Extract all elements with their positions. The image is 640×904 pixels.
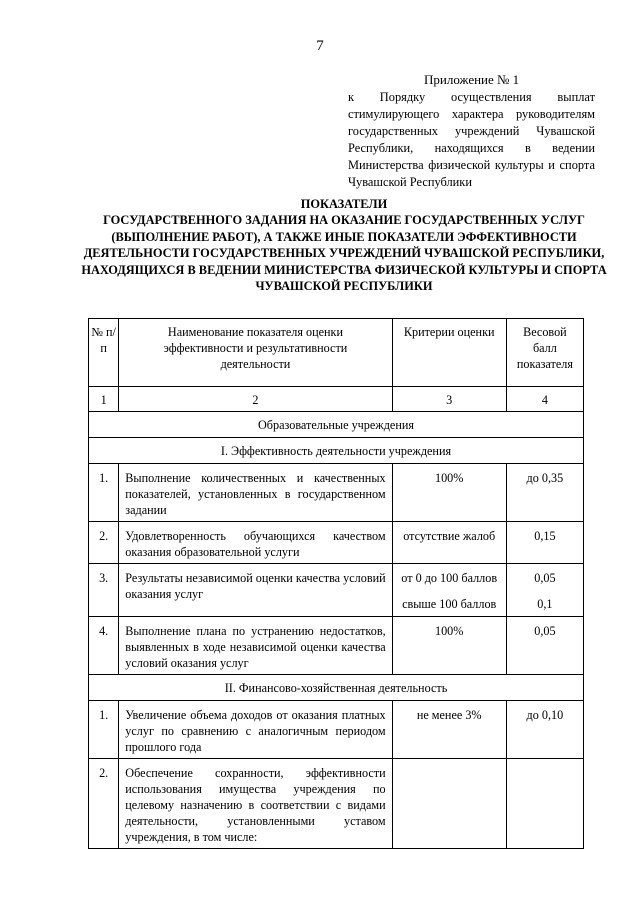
row-name: Удовлетворенность обучающихся качеством оказания образовательной услуги xyxy=(119,522,392,564)
heading-line-1: ПОКАЗАТЕЛИ xyxy=(300,197,388,211)
row-name: Результаты независимой оценки качества условий оказания услуг xyxy=(119,564,392,617)
row-name: Выполнение плана по устранению недостатков, выявленных в ходе независимой оценки качества условий оказания услуг xyxy=(119,617,392,675)
group-title: Образовательные учреждения xyxy=(89,412,584,438)
row-weight xyxy=(506,564,583,617)
criteria-option-a: от 0 до 100 баллов xyxy=(401,571,498,585)
section-2-title: II. Финансово-хозяйственная деятельность xyxy=(89,675,584,701)
page-number: 7 xyxy=(316,38,324,54)
header-criteria: Критерии оценки xyxy=(392,319,506,387)
table-row xyxy=(89,522,584,564)
row-weight: до 0,10 xyxy=(506,701,583,759)
column-index-row xyxy=(89,387,584,412)
header-weight: Весовой балл показателя xyxy=(506,319,583,387)
row-num: 2. xyxy=(89,522,119,564)
table-header-row xyxy=(89,319,584,387)
col-index-2: 2 xyxy=(119,387,392,412)
row-num: 1. xyxy=(89,464,119,522)
row-num: 3. xyxy=(89,564,119,617)
row-criteria: 100% xyxy=(392,617,506,675)
row-weight: 0,15 xyxy=(506,522,583,564)
row-criteria xyxy=(392,564,506,617)
row-name: Увеличение объема доходов от оказания платных услуг по сравнению с аналогичным периодом прошлого года xyxy=(119,701,392,759)
section-row xyxy=(89,675,584,701)
row-criteria xyxy=(392,759,506,849)
table-row xyxy=(89,564,584,617)
group-row xyxy=(89,412,584,438)
table-row xyxy=(89,617,584,675)
section-1-title: I. Эффективность деятельности учреждения xyxy=(89,438,584,464)
row-num: 1. xyxy=(89,701,119,759)
row-name: Выполнение количественных и качественных показателей, установленных в государственном задании xyxy=(119,464,392,522)
row-name: Обеспечение сохранности, эффективности использования имущества учреждения по целевому назначению в соответствии с видами деятельности, установленными уставом учреждения, в том числе: xyxy=(119,759,392,849)
table-row xyxy=(89,759,584,849)
table-row xyxy=(89,464,584,522)
weight-option-b: 0,1 xyxy=(537,597,553,611)
row-criteria: отсутствие жалоб xyxy=(392,522,506,564)
header-num: № п/п xyxy=(89,319,119,387)
row-weight: до 0,35 xyxy=(506,464,583,522)
row-num: 2. xyxy=(89,759,119,849)
col-index-4: 4 xyxy=(506,387,583,412)
appendix-title: Приложение № 1 xyxy=(424,72,520,87)
row-weight: 0,05 xyxy=(506,617,583,675)
row-criteria: 100% xyxy=(392,464,506,522)
criteria-option-b: свыше 100 баллов xyxy=(402,597,497,611)
col-index-1: 1 xyxy=(89,387,119,412)
row-weight xyxy=(506,759,583,849)
row-criteria: не менее 3% xyxy=(392,701,506,759)
section-row xyxy=(89,438,584,464)
appendix-text: к Порядку осуществления выплат стимулирующего характера руководителям государственных учреждений Чувашской Республики, находящихся в ведении Министерства физической культуры и спорта Чувашской Республики xyxy=(348,90,595,189)
weight-option-a: 0,05 xyxy=(534,571,556,585)
col-index-3: 3 xyxy=(392,387,506,412)
row-num: 4. xyxy=(89,617,119,675)
indicators-table xyxy=(88,318,584,849)
document-heading xyxy=(80,196,608,294)
table-row xyxy=(89,701,584,759)
heading-line-2: ГОСУДАРСТВЕННОГО ЗАДАНИЯ НА ОКАЗАНИЕ ГОСУДАРСТВЕННЫХ УСЛУГ (ВЫПОЛНЕНИЕ РАБОТ), А ТАКЖЕ ИНЫЕ ПОКАЗАТЕЛИ ЭФФЕКТИВНОСТИ ДЕЯТЕЛЬНОСТИ ГОСУДАРСТВЕННЫХ УЧРЕЖДЕНИЙ ЧУВАШСКОЙ РЕСПУБЛИКИ, НАХОДЯЩИХСЯ В ВЕДЕНИИ МИНИСТЕРСТВА ФИЗИЧЕСКОЙ КУЛЬТУРЫ И СПОРТА ЧУВАШСКОЙ РЕСПУБЛИКИ xyxy=(81,213,607,294)
header-name: Наименование показателя оценки эффективности и результативности деятельности xyxy=(119,319,392,387)
